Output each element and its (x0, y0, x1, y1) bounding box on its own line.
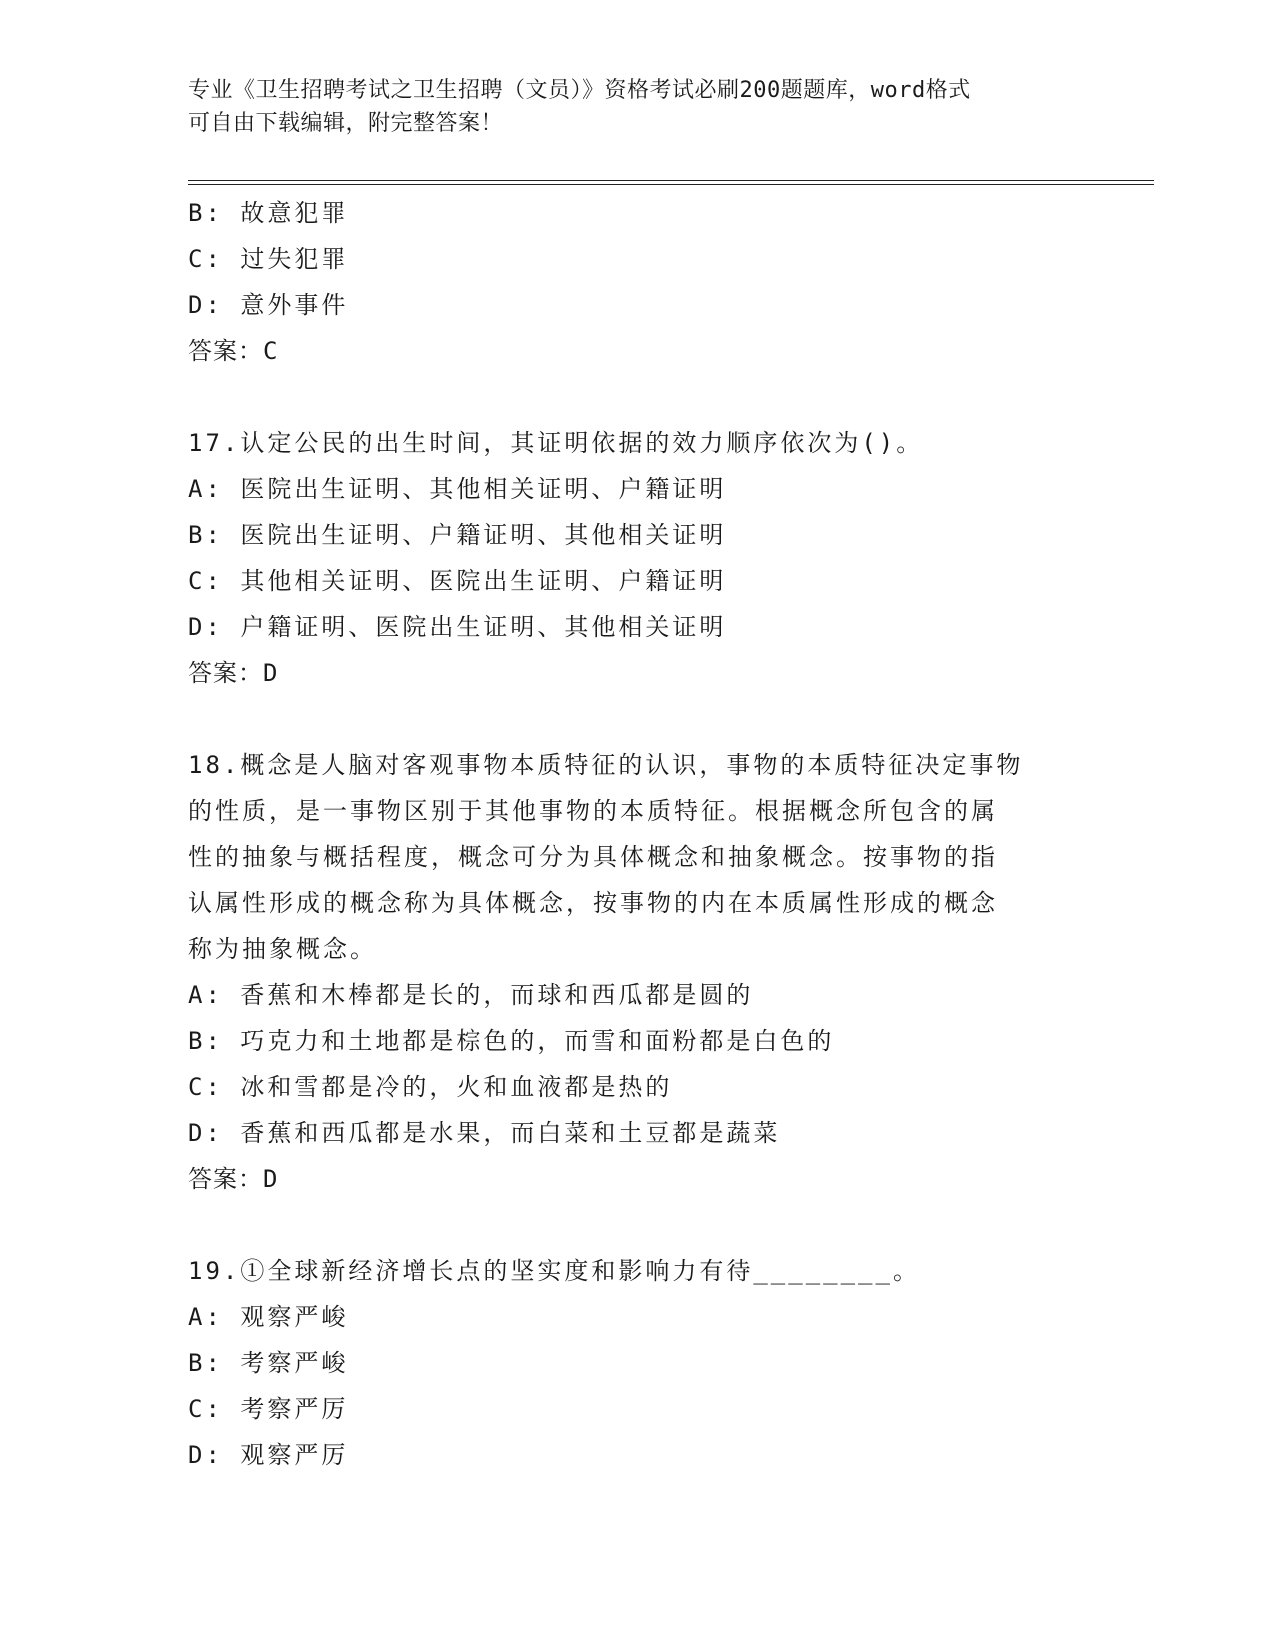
question-19 (188, 1248, 1088, 1478)
option-c: C: 冰和雪都是冷的，火和血液都是热的 (188, 1073, 673, 1101)
header-line-2: 可自由下载编辑，附完整答案！ (188, 111, 504, 136)
question-text: 19.①全球新经济增长点的坚实度和影响力有待________。 (188, 1257, 920, 1285)
option-b: B: 考察严峻 (188, 1349, 349, 1377)
option-d: D: 香蕉和西瓜都是水果，而白菜和土豆都是蔬菜 (188, 1119, 781, 1147)
option-b: B: 巧克力和土地都是棕色的，而雪和面粉都是白色的 (188, 1027, 835, 1055)
question-text-line-5: 称为抽象概念。 (188, 935, 377, 963)
option-c: C: 其他相关证明、医院出生证明、户籍证明 (188, 567, 727, 595)
header-divider-bottom (188, 184, 1154, 185)
question-text-line-2: 的性质，是一事物区别于其他事物的本质特征。根据概念所包含的属 (188, 797, 998, 825)
answer: 答案：D (188, 1165, 279, 1193)
answer: 答案：D (188, 659, 279, 687)
question-16 (188, 190, 1088, 374)
option-a: A: 医院出生证明、其他相关证明、户籍证明 (188, 475, 727, 503)
option-c: C: 考察严厉 (188, 1395, 349, 1423)
document-header (188, 74, 1088, 140)
spacer (188, 374, 1088, 420)
option-c: C: 过失犯罪 (188, 245, 349, 273)
spacer (188, 696, 1088, 742)
question-17 (188, 420, 1088, 696)
header-line-1: 专业《卫生招聘考试之卫生招聘（文员）》资格考试必刷200题题库，word格式 (188, 78, 971, 103)
spacer (188, 1202, 1088, 1248)
option-a: A: 观察严峻 (188, 1303, 349, 1331)
option-d: D: 观察严厉 (188, 1441, 349, 1469)
question-text-line-1: 18.概念是人脑对客观事物本质特征的认识，事物的本质特征决定事物 (188, 751, 1024, 779)
question-text: 17.认定公民的出生时间，其证明依据的效力顺序依次为()。 (188, 429, 924, 457)
document-body (188, 190, 1088, 1478)
option-a: A: 香蕉和木棒都是长的，而球和西瓜都是圆的 (188, 981, 754, 1009)
header-divider-top (188, 180, 1154, 181)
option-d: D: 户籍证明、医院出生证明、其他相关证明 (188, 613, 727, 641)
option-b: B: 医院出生证明、户籍证明、其他相关证明 (188, 521, 727, 549)
option-d: D: 意外事件 (188, 291, 349, 319)
answer: 答案：C (188, 337, 279, 365)
question-text-line-3: 性的抽象与概括程度，概念可分为具体概念和抽象概念。按事物的指 (188, 843, 998, 871)
question-18 (188, 742, 1088, 1202)
option-b: B: 故意犯罪 (188, 199, 349, 227)
question-text-line-4: 认属性形成的概念称为具体概念，按事物的内在本质属性形成的概念 (188, 889, 998, 917)
